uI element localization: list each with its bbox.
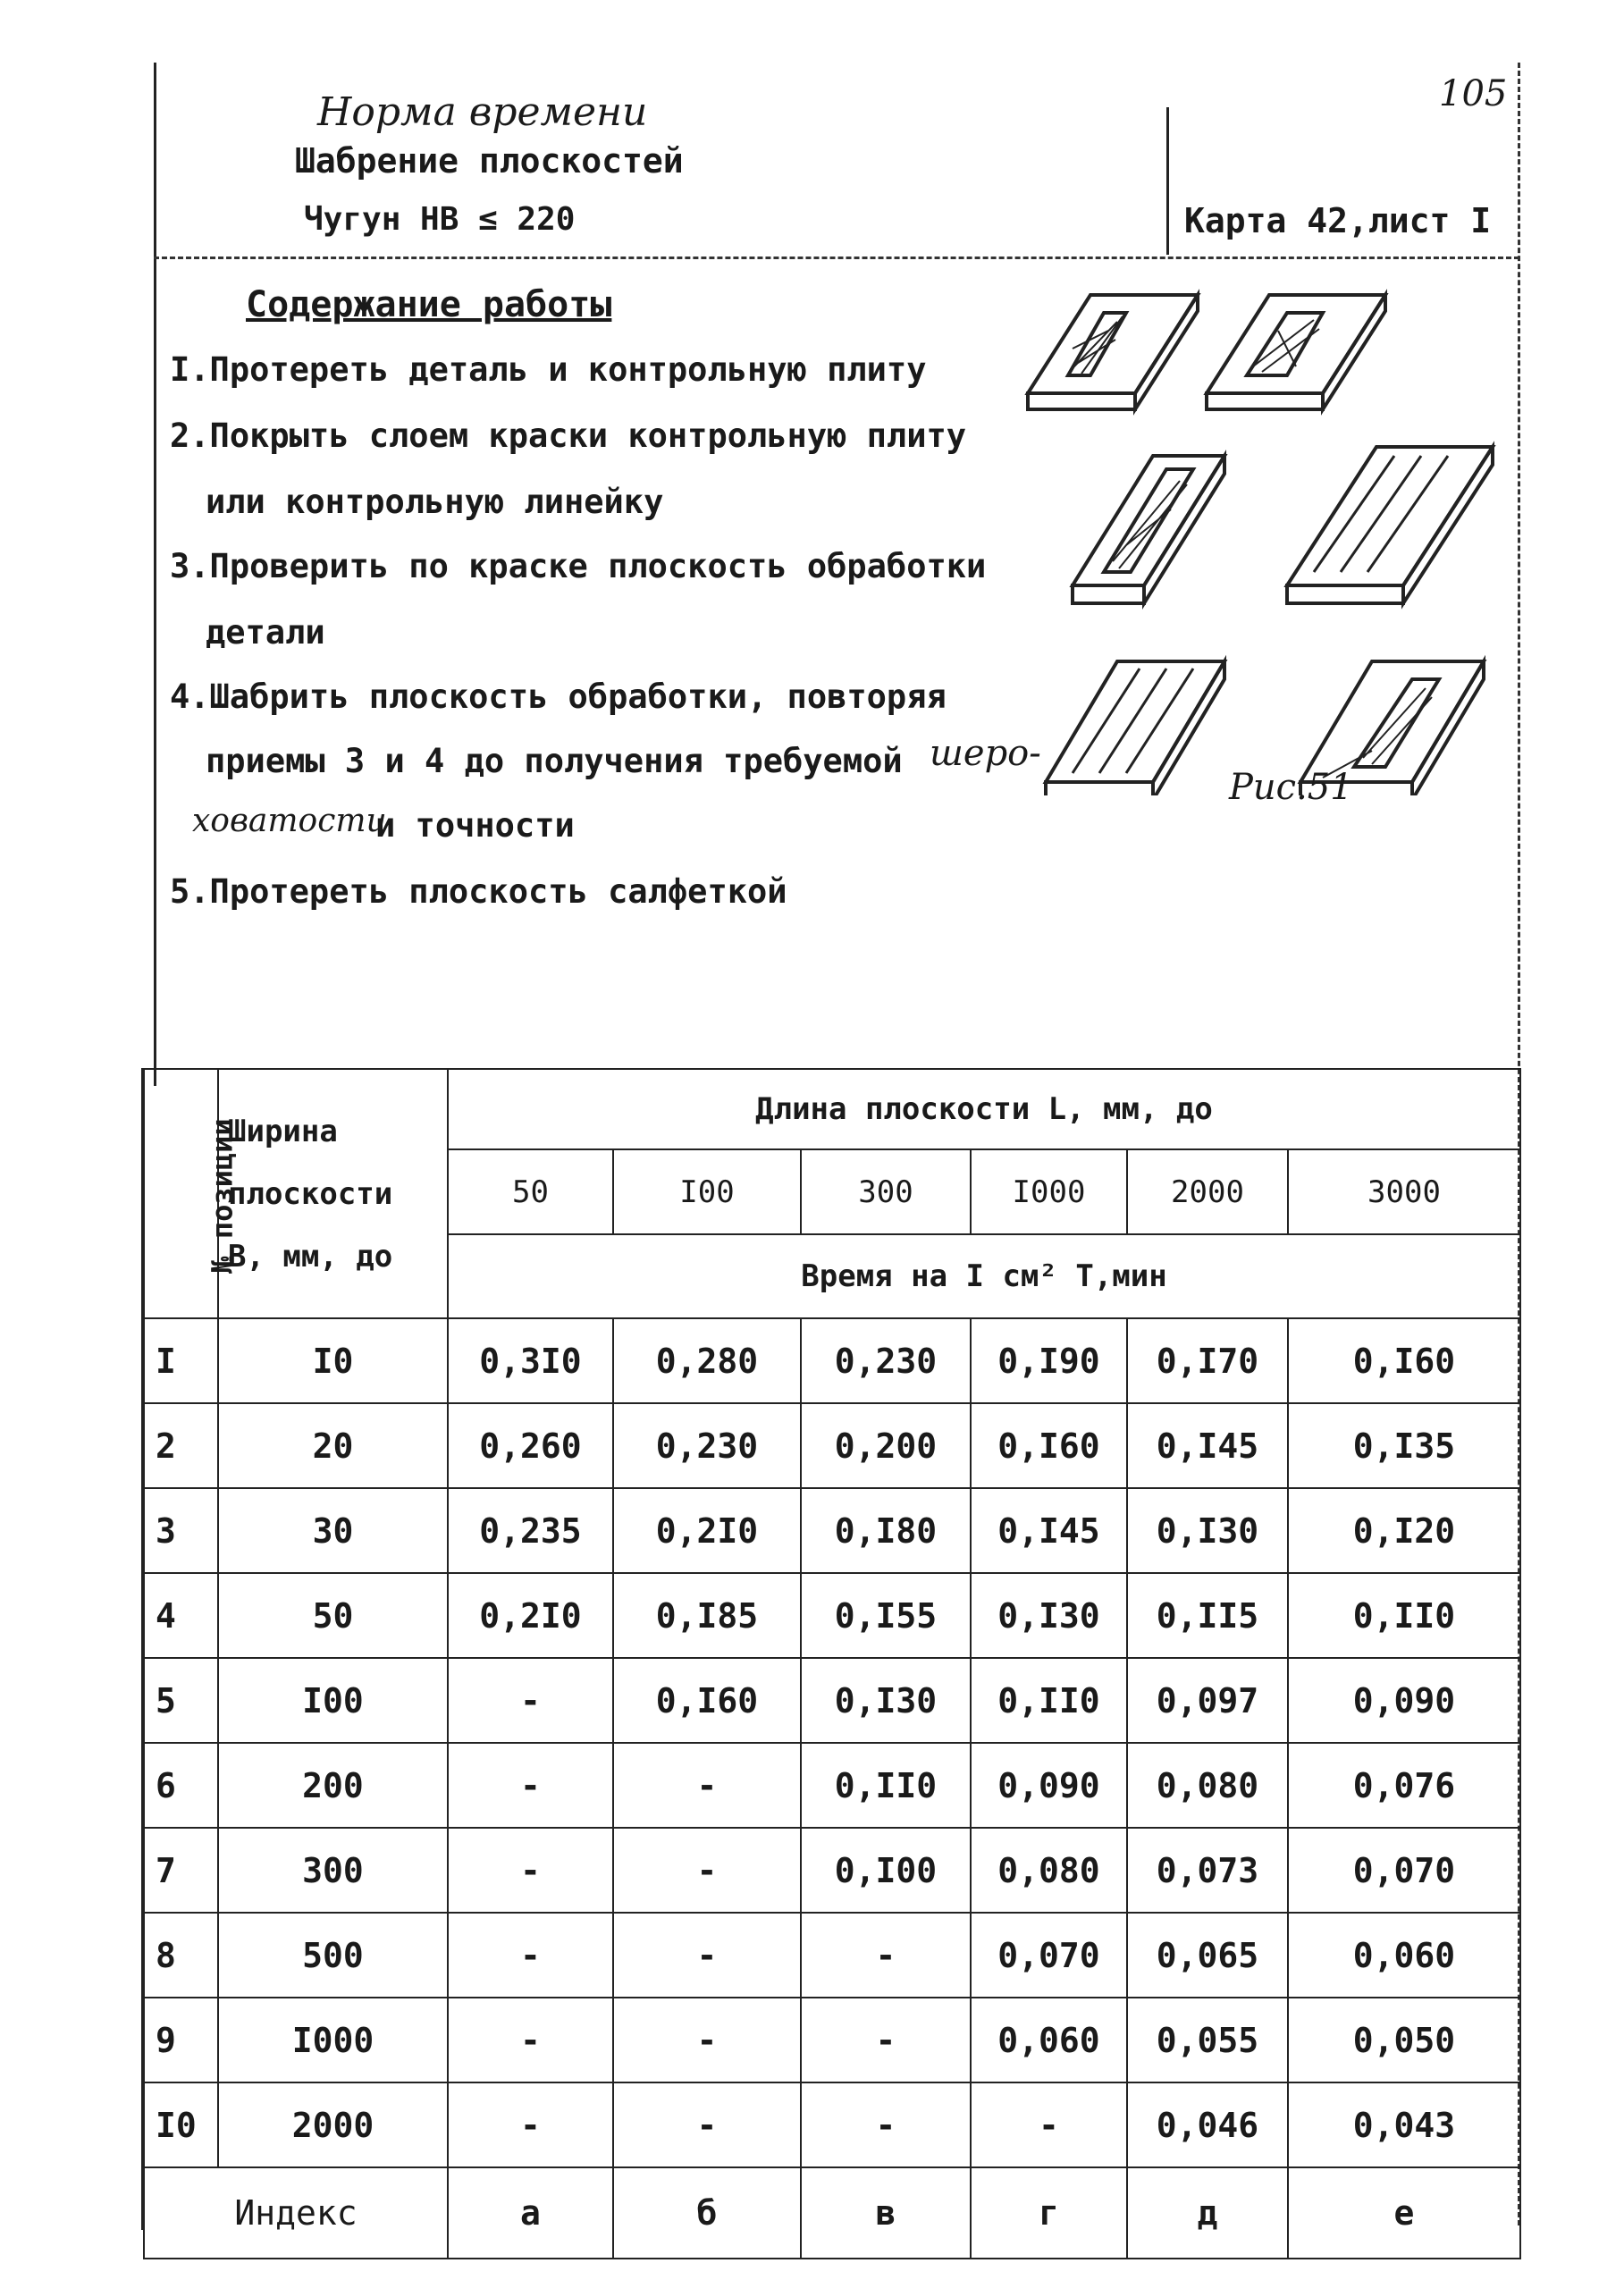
page-number: 105 [1439, 73, 1508, 114]
position-header [144, 1069, 240, 1318]
table-row [144, 1998, 1520, 2082]
row-position: 4 [144, 1573, 218, 1658]
width-header-line-3: В, мм, до [228, 1238, 393, 1275]
figure-block-4 [1287, 447, 1493, 603]
index-cell: е [1288, 2167, 1520, 2259]
step-3: 3.Проверить по краске плоскость обработки [170, 547, 987, 585]
value-cell: 0,I35 [1288, 1403, 1520, 1488]
step-4-handwritten-word: шеро- [930, 733, 1041, 774]
value-cell: 0,I30 [801, 1658, 971, 1743]
row-width: 300 [218, 1828, 448, 1913]
row-width: I00 [218, 1658, 448, 1743]
value-cell: - [801, 2082, 971, 2167]
value-cell: - [448, 1998, 613, 2082]
value-cell: 0,2I0 [448, 1573, 613, 1658]
value-cell: 0,I00 [801, 1828, 971, 1913]
document-subject: Шабрение плоскостей [295, 141, 684, 181]
length-1000: I000 [971, 1149, 1127, 1234]
value-cell: 0,I90 [971, 1318, 1127, 1403]
value-cell: 0,II0 [971, 1658, 1127, 1743]
table-row [144, 1318, 1520, 1403]
index-cell: в [801, 2167, 971, 2259]
length-3000: 3000 [1288, 1149, 1520, 1234]
index-cell: б [613, 2167, 801, 2259]
length-300: 300 [801, 1149, 971, 1234]
step-4-handwritten-continuation: ховатости [192, 803, 387, 839]
row-width: 50 [218, 1573, 448, 1658]
value-cell: 0,I80 [801, 1488, 971, 1573]
figure-caption: Рис.51 [1229, 767, 1353, 808]
value-cell: - [613, 1913, 801, 1998]
value-cell: - [448, 1743, 613, 1828]
row-width: I0 [218, 1318, 448, 1403]
index-label: Индекс [144, 2167, 448, 2259]
value-cell: - [613, 1828, 801, 1913]
row-width: 2000 [218, 2082, 448, 2167]
row-width: 30 [218, 1488, 448, 1573]
index-row [144, 2167, 1520, 2259]
value-cell: 0,090 [971, 1743, 1127, 1828]
table-row [144, 2082, 1520, 2167]
step-1: I.Протереть деталь и контрольную плиту [170, 350, 927, 389]
value-cell: 0,II0 [801, 1743, 971, 1828]
row-width: 200 [218, 1743, 448, 1828]
value-cell: - [448, 1658, 613, 1743]
value-cell: 0,I85 [613, 1573, 801, 1658]
length-50: 50 [448, 1149, 613, 1234]
card-reference: Карта 42,лист I [1184, 201, 1492, 240]
value-cell: 0,073 [1127, 1828, 1288, 1913]
table-row [144, 1488, 1520, 1573]
value-cell: - [448, 1913, 613, 1998]
table-row [144, 1913, 1520, 1998]
row-position: 8 [144, 1913, 218, 1998]
value-cell: 0,2I0 [613, 1488, 801, 1573]
value-cell: 0,I30 [1127, 1488, 1288, 1573]
value-cell: 0,I20 [1288, 1488, 1520, 1573]
value-cell: - [801, 1998, 971, 2082]
position-header-label: № позиции [205, 1117, 240, 1274]
left-border [154, 63, 156, 1086]
value-cell: 0,046 [1127, 2082, 1288, 2167]
value-cell: 0,065 [1127, 1913, 1288, 1998]
header-bottom-line [154, 257, 1519, 259]
value-cell: 0,070 [1288, 1828, 1520, 1913]
value-cell: 0,076 [1288, 1743, 1520, 1828]
table-row [144, 1743, 1520, 1828]
value-cell: 0,090 [1288, 1658, 1520, 1743]
row-position: 7 [144, 1828, 218, 1913]
value-cell: 0,200 [801, 1403, 971, 1488]
value-cell: 0,080 [1127, 1743, 1288, 1828]
value-cell: 0,050 [1288, 1998, 1520, 2082]
row-width: 20 [218, 1403, 448, 1488]
value-cell: 0,043 [1288, 2082, 1520, 2167]
value-cell: 0,I60 [1288, 1318, 1520, 1403]
value-cell: 0,II0 [1288, 1573, 1520, 1658]
row-width: I000 [218, 1998, 448, 2082]
value-cell: 0,I30 [971, 1573, 1127, 1658]
value-cell: 0,I55 [801, 1573, 971, 1658]
value-cell: 0,097 [1127, 1658, 1288, 1743]
value-cell: 0,I60 [613, 1658, 801, 1743]
step-2: 2.Покрыть слоем краски контрольную плиту [170, 416, 967, 455]
figure-block-5 [1046, 661, 1224, 795]
value-cell: 0,230 [613, 1403, 801, 1488]
value-cell: 0,055 [1127, 1998, 1288, 2082]
index-cell: а [448, 2167, 613, 2259]
value-cell: 0,I60 [971, 1403, 1127, 1488]
index-cell: д [1127, 2167, 1288, 2259]
index-cell: г [971, 2167, 1127, 2259]
row-position: 5 [144, 1658, 218, 1743]
value-cell: 0,235 [448, 1488, 613, 1573]
value-cell: 0,280 [613, 1318, 801, 1403]
scraping-figure [1019, 277, 1502, 795]
table-row [144, 1658, 1520, 1743]
value-cell: - [613, 1998, 801, 2082]
value-cell: - [801, 1913, 971, 1998]
table-row [144, 1403, 1520, 1488]
value-cell: - [613, 1743, 801, 1828]
step-3-continued: детали [206, 613, 325, 652]
value-cell: 0,060 [1288, 1913, 1520, 1998]
value-cell: - [448, 1828, 613, 1913]
step-4: 4.Шабрить плоскость обработки, повторяя [170, 677, 947, 716]
header-divider [1166, 107, 1169, 255]
value-cell: 0,II5 [1127, 1573, 1288, 1658]
figure-block-1 [1028, 295, 1198, 409]
time-norms-table [143, 1068, 1521, 2259]
row-width: 500 [218, 1913, 448, 1998]
step-4-continued: приемы 3 и 4 до получения требуемой [206, 742, 903, 780]
handwritten-title: Норма времени [317, 89, 648, 135]
width-header [218, 1069, 448, 1318]
table-row [144, 1573, 1520, 1658]
figure-block-3 [1073, 456, 1224, 603]
value-cell: 0,I45 [1127, 1403, 1288, 1488]
value-cell: - [448, 2082, 613, 2167]
row-position: I [144, 1318, 218, 1403]
step-2-continued: или контрольную линейку [206, 483, 664, 521]
step-4-end: и точности [375, 806, 575, 845]
length-header: Длина плоскости L, мм, до [448, 1069, 1520, 1149]
value-cell: 0,060 [971, 1998, 1127, 2082]
row-position: 3 [144, 1488, 218, 1573]
figure-block-2 [1207, 295, 1385, 409]
value-cell: 0,230 [801, 1318, 971, 1403]
row-position: 6 [144, 1743, 218, 1828]
width-header-line-2: плоскости [228, 1175, 393, 1212]
value-cell: - [971, 2082, 1127, 2167]
length-100: I00 [613, 1149, 801, 1234]
length-2000: 2000 [1127, 1149, 1288, 1234]
step-5: 5.Протереть плоскость салфеткой [170, 872, 787, 911]
table-row [144, 1828, 1520, 1913]
row-position: 9 [144, 1998, 218, 2082]
value-cell: 0,260 [448, 1403, 613, 1488]
value-cell: - [613, 2082, 801, 2167]
value-cell: 0,080 [971, 1828, 1127, 1913]
value-cell: 0,I70 [1127, 1318, 1288, 1403]
value-cell: 0,3I0 [448, 1318, 613, 1403]
value-cell: 0,I45 [971, 1488, 1127, 1573]
time-header: Время на I см² Т,мин [448, 1234, 1520, 1318]
work-content-heading: Содержание работы [246, 284, 612, 325]
row-position: 2 [144, 1403, 218, 1488]
width-header-line-1: Ширина [228, 1113, 338, 1149]
row-position: I0 [144, 2082, 218, 2167]
value-cell: 0,070 [971, 1913, 1127, 1998]
document-material: Чугун НВ ≤ 220 [304, 201, 576, 238]
